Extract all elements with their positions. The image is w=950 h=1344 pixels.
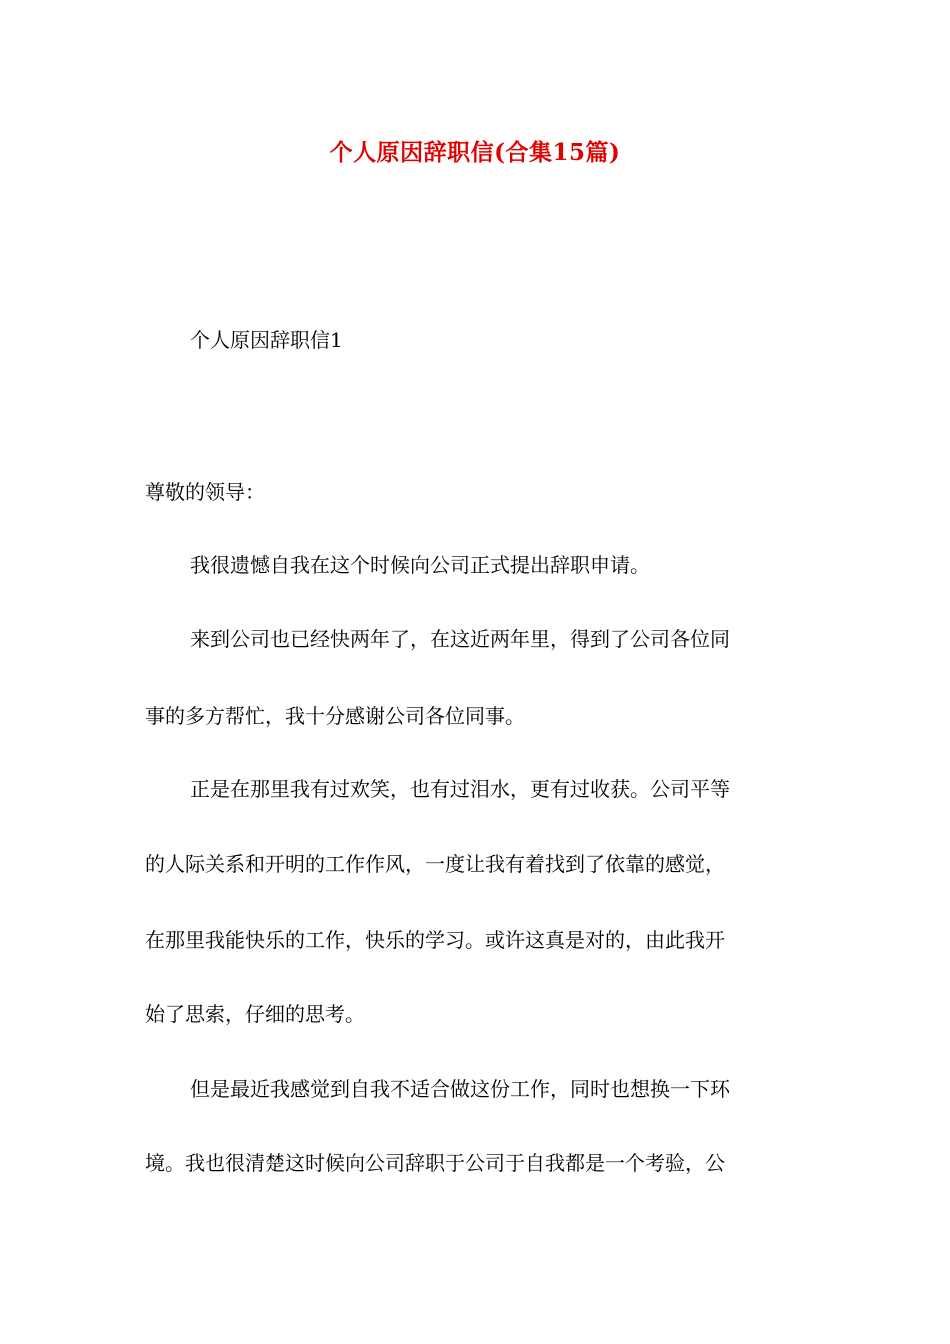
salutation: 尊敬的领导：	[145, 480, 265, 504]
paragraph-line: 在那里我能快乐的工作，快乐的学习。或许这真是对的，由此我开	[145, 928, 725, 952]
paragraph-line: 但是最近我感觉到自我不适合做这份工作，同时也想换一下环	[190, 1077, 730, 1101]
paragraph-line: 境。我也很清楚这时候向公司辞职于公司于自我都是一个考验，公	[145, 1151, 725, 1175]
section-heading: 个人原因辞职信1	[190, 328, 343, 352]
paragraph-line: 来到公司也已经快两年了，在这近两年里，得到了公司各位同	[190, 627, 730, 651]
paragraph-line: 正是在那里我有过欢笑，也有过泪水，更有过收获。公司平等	[190, 777, 730, 801]
paragraph-line: 我很遗憾自我在这个时候向公司正式提出辞职申请。	[190, 553, 650, 577]
paragraph-line: 始了思索，仔细的思考。	[145, 1002, 365, 1026]
paragraph-line: 事的多方帮忙，我十分感谢公司各位同事。	[145, 704, 525, 728]
paragraph-line: 的人际关系和开明的工作作风，一度让我有着找到了依靠的感觉，	[145, 852, 725, 876]
document-title: 个人原因辞职信(合集15篇)	[329, 139, 621, 166]
